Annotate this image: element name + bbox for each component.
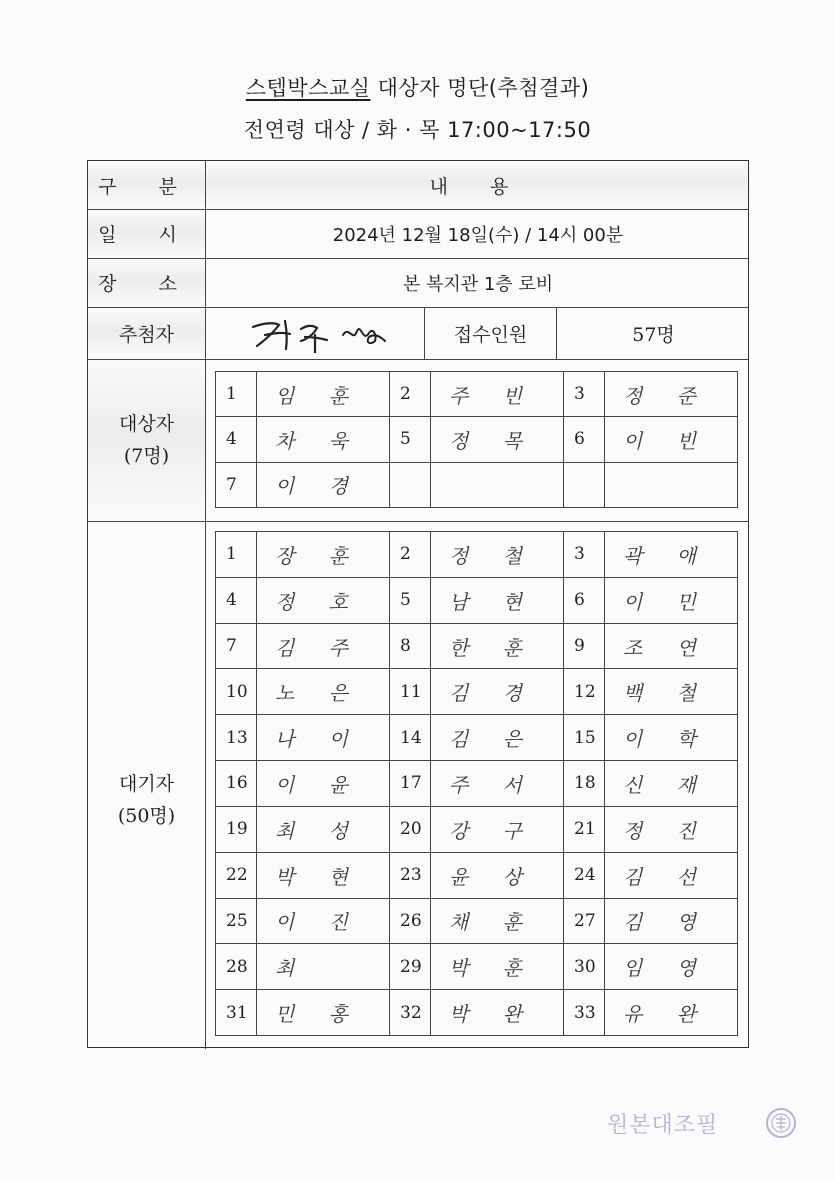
entry-number: 11 [390, 669, 431, 715]
entry-number: 7 [216, 623, 257, 669]
table-row [216, 990, 738, 1036]
entry-number: 23 [390, 852, 431, 898]
entry-name: 박 훈 [431, 944, 564, 990]
entry-number: 20 [390, 806, 431, 852]
entry-name: 임 영 [605, 944, 738, 990]
selected-grid [215, 371, 738, 508]
entry-name: 남 현 [431, 577, 564, 623]
entry-name: 이 윤 [257, 761, 390, 807]
table-row [216, 462, 738, 507]
entry-name: 정 준 [605, 372, 738, 417]
waiting-grid [215, 531, 738, 1036]
entry-name: 주 빈 [431, 372, 564, 417]
entry-name: 최 [257, 944, 390, 990]
official-seal-icon [764, 1106, 798, 1140]
entry-number: 12 [564, 669, 605, 715]
entry-name: 차 욱 [257, 417, 390, 462]
entry-name: 장 훈 [257, 532, 390, 578]
entry-name: 이 학 [605, 715, 738, 761]
entry-name: 노 은 [257, 669, 390, 715]
entry-name: 최 성 [257, 806, 390, 852]
entry-name [431, 462, 564, 507]
entry-number: 7 [216, 462, 257, 507]
entry-number: 24 [564, 852, 605, 898]
place-value: 본 복지관 1층 로비 [402, 273, 554, 295]
entry-name: 신 재 [605, 761, 738, 807]
selected-section-label [88, 359, 205, 521]
entry-number [390, 462, 431, 507]
entry-name: 강 구 [431, 806, 564, 852]
entry-number: 16 [216, 761, 257, 807]
lottery-table [87, 160, 749, 1048]
entry-number: 28 [216, 944, 257, 990]
entry-number: 1 [216, 372, 257, 417]
entry-number: 3 [564, 532, 605, 578]
entry-number [564, 462, 605, 507]
header-content: 내 용 [206, 161, 750, 209]
entry-number: 8 [390, 623, 431, 669]
entry-name: 이 경 [257, 462, 390, 507]
table-row [216, 669, 738, 715]
entry-name: 주 서 [431, 761, 564, 807]
drawer-label: 추첨자 [88, 307, 205, 359]
title-rest: 대상자 명단(추첨결과) [370, 76, 590, 100]
entry-name: 윤 상 [431, 852, 564, 898]
entry-number: 2 [390, 532, 431, 578]
entry-number: 2 [390, 372, 431, 417]
entry-number: 26 [390, 898, 431, 944]
entry-number: 9 [564, 623, 605, 669]
table-row [216, 372, 738, 417]
waiting-count: (50명) [117, 805, 176, 827]
table-row [216, 577, 738, 623]
entry-name: 김 주 [257, 623, 390, 669]
entry-name: 이 민 [605, 577, 738, 623]
entry-number: 10 [216, 669, 257, 715]
entry-number: 5 [390, 417, 431, 462]
entry-name: 조 연 [605, 623, 738, 669]
entry-number: 4 [216, 417, 257, 462]
entry-number: 6 [564, 577, 605, 623]
table-row [216, 806, 738, 852]
entry-name: 정 목 [431, 417, 564, 462]
entry-name: 정 진 [605, 806, 738, 852]
entry-name: 김 영 [605, 898, 738, 944]
entry-name: 박 현 [257, 852, 390, 898]
entry-number: 30 [564, 944, 605, 990]
place-label: 장 소 [88, 258, 205, 307]
table-row [216, 623, 738, 669]
entry-name: 김 은 [431, 715, 564, 761]
program-name: 스텝박스교실 [245, 76, 371, 100]
entry-name: 곽 애 [605, 532, 738, 578]
entry-name: 나 이 [257, 715, 390, 761]
entry-name: 박 완 [431, 990, 564, 1036]
drawer-signature [206, 307, 424, 359]
selected-label: 대상자 [118, 413, 175, 435]
entry-number: 4 [216, 577, 257, 623]
entry-number: 14 [390, 715, 431, 761]
entry-name: 정 호 [257, 577, 390, 623]
entry-name: 유 완 [605, 990, 738, 1036]
entry-name: 임 훈 [257, 372, 390, 417]
table-row [216, 715, 738, 761]
entry-number: 3 [564, 372, 605, 417]
waiting-section-label [88, 521, 205, 1049]
date-label: 일 시 [88, 209, 205, 258]
entry-name: 백 철 [605, 669, 738, 715]
entry-name: 이 빈 [605, 417, 738, 462]
entry-number: 21 [564, 806, 605, 852]
entry-name: 김 선 [605, 852, 738, 898]
table-row [216, 417, 738, 462]
entry-number: 29 [390, 944, 431, 990]
entry-name: 정 철 [431, 532, 564, 578]
selected-count: (7명) [123, 445, 170, 467]
receipt-value: 57명 [632, 323, 675, 346]
entry-name: 김 경 [431, 669, 564, 715]
table-row [216, 761, 738, 807]
receipt-label: 접수인원 [453, 323, 528, 346]
table-row [216, 944, 738, 990]
signature-icon [235, 313, 395, 353]
entry-number: 6 [564, 417, 605, 462]
date-value: 2024년 12월 18일(수) / 14시 00분 [332, 224, 624, 246]
entry-name [605, 462, 738, 507]
table-row [216, 532, 738, 578]
entry-number: 18 [564, 761, 605, 807]
table-row [216, 898, 738, 944]
entry-name: 이 진 [257, 898, 390, 944]
header-label: 구 분 [88, 161, 205, 209]
entry-number: 5 [390, 577, 431, 623]
document-subtitle: 전연령 대상 / 화 · 목 17:00~17:50 [243, 118, 592, 142]
table-row [216, 852, 738, 898]
entry-number: 1 [216, 532, 257, 578]
entry-number: 19 [216, 806, 257, 852]
entry-number: 27 [564, 898, 605, 944]
entry-number: 17 [390, 761, 431, 807]
entry-number: 15 [564, 715, 605, 761]
entry-number: 33 [564, 990, 605, 1036]
entry-name: 한 훈 [431, 623, 564, 669]
entry-name: 민 홍 [257, 990, 390, 1036]
entry-number: 25 [216, 898, 257, 944]
certified-copy-stamp: 원본대조필 [607, 1113, 719, 1138]
waiting-label: 대기자 [118, 773, 175, 795]
entry-number: 22 [216, 852, 257, 898]
entry-number: 31 [216, 990, 257, 1036]
entry-name: 채 훈 [431, 898, 564, 944]
entry-number: 13 [216, 715, 257, 761]
entry-number: 32 [390, 990, 431, 1036]
document-title [0, 72, 835, 102]
